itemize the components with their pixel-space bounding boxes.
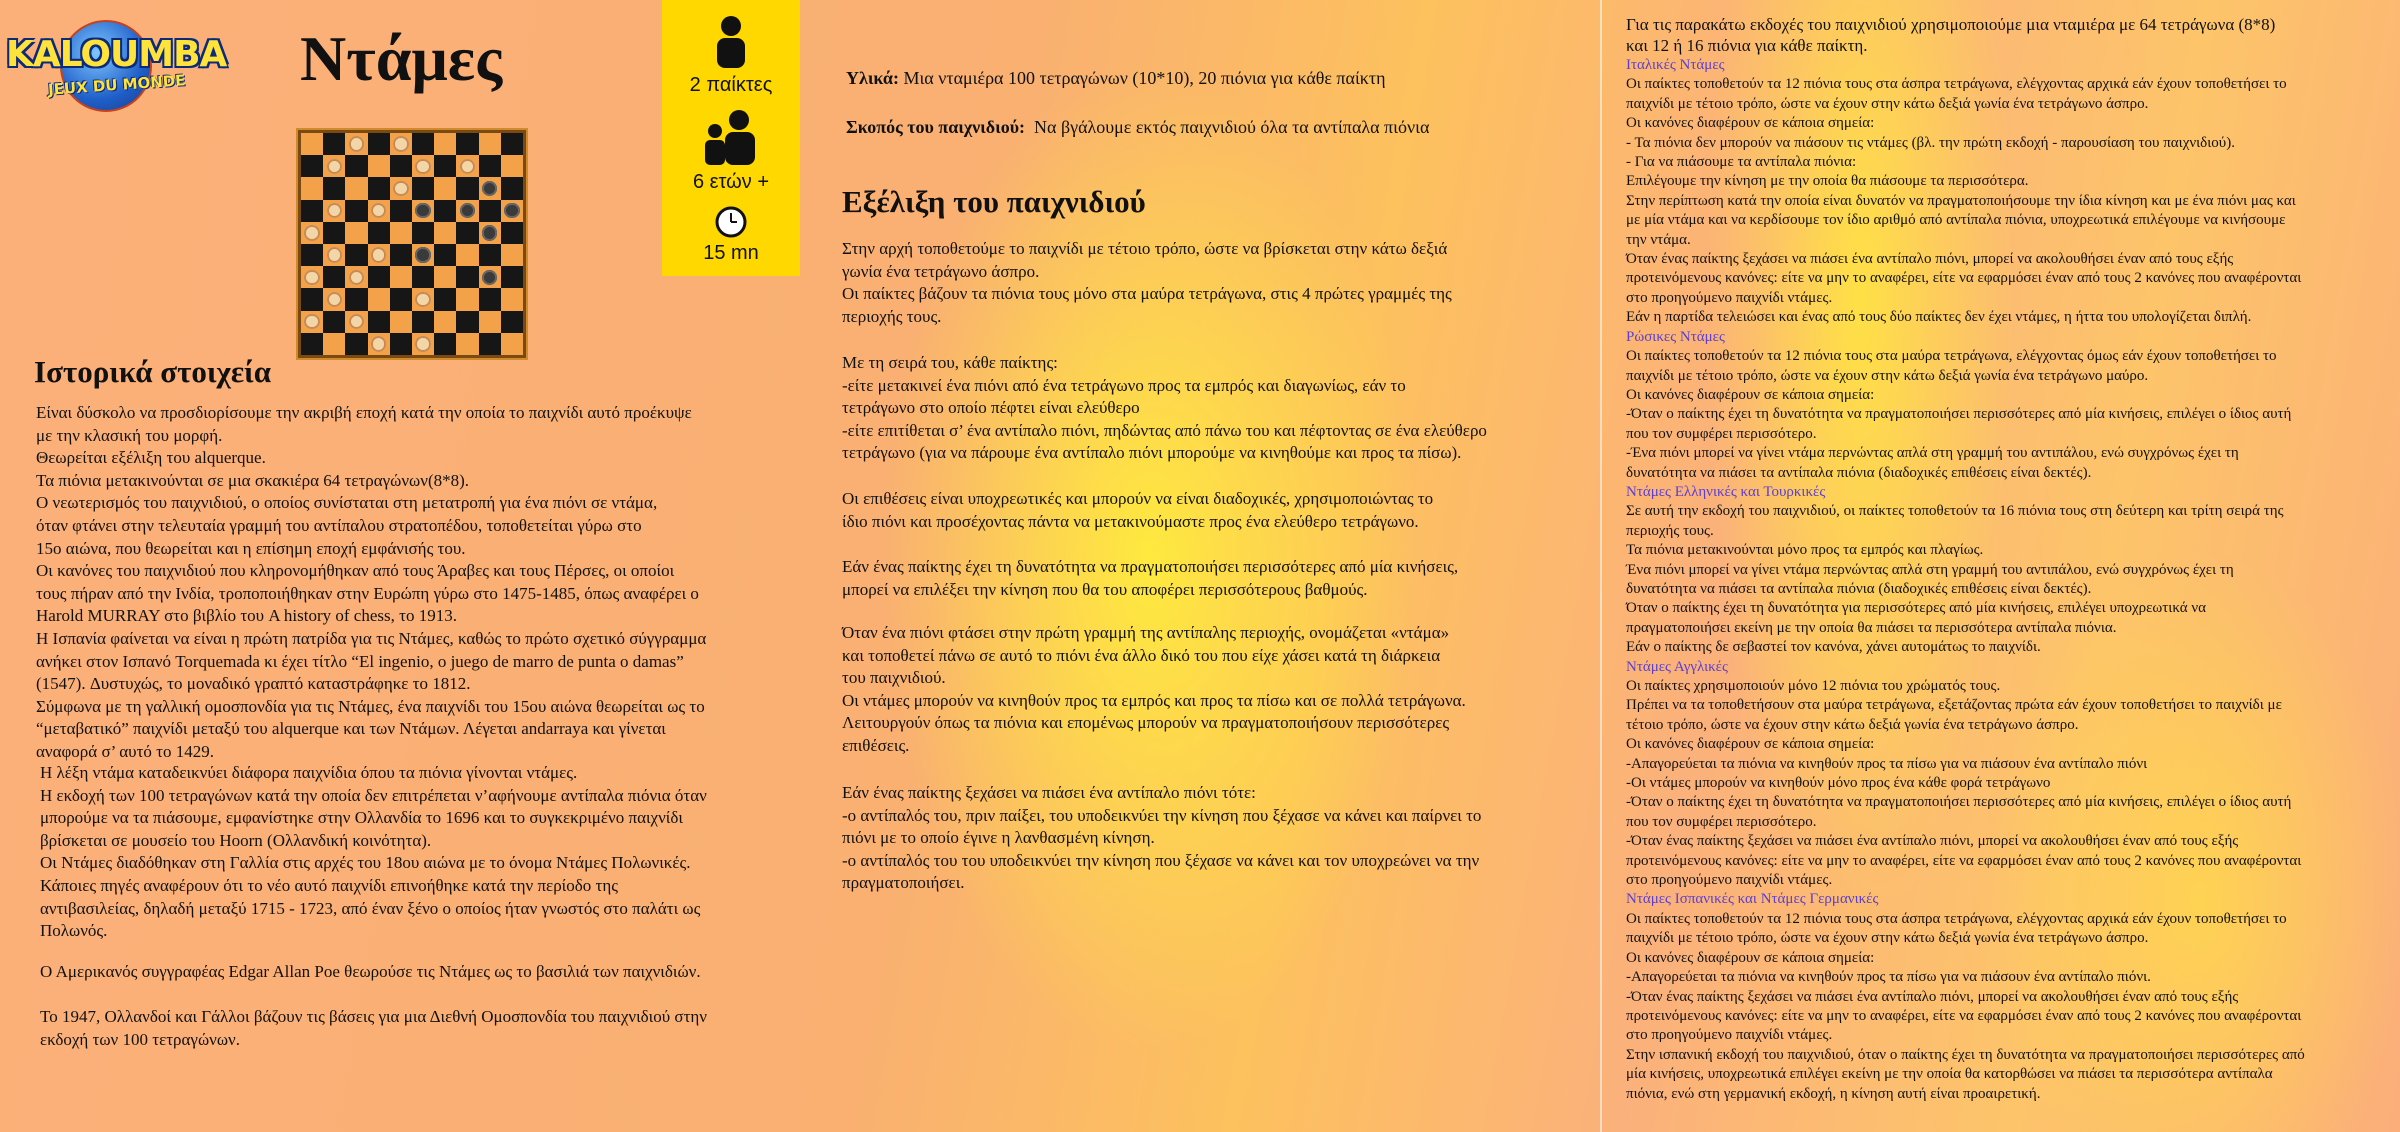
column-divider <box>1600 0 1602 1132</box>
board-square <box>501 333 523 355</box>
board-square <box>390 222 412 244</box>
board-square <box>390 200 412 222</box>
history-paragraph-4: Το 1947, Ολλανδοί και Γάλλοι βάζουν τις βάσεις για μια Διεθνή Ομοσπονδία του παιχνιδιού στην εκδοχή των 100 τετραγώνων. <box>40 1007 707 1049</box>
white-piece <box>304 314 320 330</box>
board-square <box>501 177 523 199</box>
board-square <box>434 311 456 333</box>
board-square <box>501 244 523 266</box>
board-square <box>412 244 434 266</box>
history-paragraph-2: Η λέξη ντάμα καταδεικνύει διάφορα παιχνίδια όπου τα πιόνια γίνονται ντάμες. Η εκδοχή των 100 τετραγώνων κατά την οποία δεν επιτρέπεται ν’αφήνουμε αντίπαλα πιόνια όταν μπορούμε να τα πιάσουμε, εμφανίστηκε στην Ολλανδία το 1696 και το συγκεκριμένο παιχνίδι βρίσκεται σε μουσείο του Hoorn (Ολλανδική κοινότητα). Οι Ντάμες διαδόθηκαν στη Γαλλία στις αρχές του 18ου αιώνα με το όνομα Ντάμες Πολωνικές. Κάποιες πηγές αναφέρουν ότι το νέο αυτό παιχνίδι επινοήθηκε κατά την περίοδο της αντιβασιλείας, δηλαδή μεταξύ 1715 - 1723, από έναν ξένο ο οποίος ήταν γνωστός στο παλάτι ως Πολωνός. <box>40 763 707 941</box>
board-square <box>345 133 367 155</box>
white-piece <box>327 159 343 175</box>
board-square <box>345 333 367 355</box>
board-square <box>434 200 456 222</box>
board-square <box>456 311 478 333</box>
players-count: 2 παίκτες <box>689 74 773 96</box>
board-square <box>434 155 456 177</box>
variant-greek-turkish-text: Σε αυτή την εκδοχή του παιχνιδιού, οι παίκτες τοποθετούν τα 16 πιόνια τους στη δεύτερη και τρίτη σειρά της περιοχής τους. Τα πιόνια μετακινούνται μόνο προς τα εμπρός και πλαγίως. Ένα πιόνι μπορεί να γίνει ντάμα περνώντας απλά στη γραμμή του αντιπάλου, ενώ συγχρόνως έχει τη δυνατότητα να πιάσει τα αντίπαλα πιόνια (διαδοχικές επιθέσεις είναι δεκτές). Όταν ο παίκτης έχει τη δυνατότητα για περισσότερες από μία κινήσεις, επιλέγει υποχρεωτικά να πραγματοποιήσει εκείνη με την οποία θα πιάσει τα περισσότερα αντίπαλα πιόνια. Εάν ο παίκτης δε σεβαστεί τον κανόνα, χάνει αυτομάτως το παιχνίδι. <box>1626 503 2284 656</box>
board-square <box>345 177 367 199</box>
board-square <box>479 200 501 222</box>
board-square <box>301 222 323 244</box>
board-square <box>301 266 323 288</box>
goal-line <box>846 117 1429 138</box>
board-square <box>479 222 501 244</box>
board-square <box>434 133 456 155</box>
board-square <box>301 155 323 177</box>
variants-intro: Για τις παρακάτω εκδοχές του παιχνιδιού χρησιμοποιούμε μια νταμιέρα με 64 τετράγωνα (8*8) και 12 ή 16 πιόνια για κάθε παίκτη. <box>1626 15 2276 55</box>
timer-icon <box>715 206 747 238</box>
materials-line <box>846 68 1386 89</box>
progress-heading: Εξέλιξη του παιχνιδιού <box>842 184 1146 219</box>
board-square <box>434 222 456 244</box>
progress-paragraph-3: Οι επιθέσεις είναι υποχρεωτικές και μπορούν να είναι διαδοχικές, χρησιμοποιώντας το ίδιο πιόνι και προσέχοντας πάντα να μετακινούμαστε προς ένα ελεύθερο τετράγωνο. <box>842 489 1434 531</box>
board-square <box>390 311 412 333</box>
board-square <box>412 155 434 177</box>
board-square <box>323 288 345 310</box>
board-square <box>412 177 434 199</box>
board-square <box>390 266 412 288</box>
variant-russian-text: Οι παίκτες τοποθετούν τα 12 πιόνια τους στα μαύρα τετράγωνα, ελέγχοντας όμως εάν έχουν τοποθετήσει το παιχνίδι με τέτοιο τρόπο, ώστε να έχουν στην κάτω δεξιά γωνία ένα τετράγωνο μαύρο. Οι κανόνες διαφέρουν σε κάποια σημεία: -Όταν ο παίκτης έχει τη δυνατότητα να πραγματοποιήσει περισσότερες από μία κινήσεις, επιλέγει ο ίδιος αυτή που τον συμφέρει περισσότερο. -Ένα πιόνι μπορεί να γίνει ντάμα περνώντας απλά στη γραμμή του αντιπάλου, ενώ συγχρόνως έχει τη δυνατότητα να πιάσει τα αντίπαλα πιόνια (διαδοχικές επιθέσεις είναι δεκτές). <box>1626 348 2292 481</box>
black-piece <box>482 225 498 241</box>
board-square <box>479 333 501 355</box>
game-info-box <box>662 0 800 276</box>
variant-spanish-german-title: Ντάμες Ισπανικές και Ντάμες Γερμανικές <box>1626 891 1879 908</box>
white-piece <box>393 136 409 152</box>
white-piece <box>349 270 365 286</box>
board-square <box>368 311 390 333</box>
black-piece <box>460 203 476 219</box>
checkers-board-image <box>298 130 526 358</box>
board-square <box>501 288 523 310</box>
board-square <box>390 244 412 266</box>
kaloumba-logo <box>4 14 227 110</box>
board-square <box>390 288 412 310</box>
board-square <box>345 244 367 266</box>
board-square <box>501 200 523 222</box>
history-paragraph-3: Ο Αμερικανός συγγραφέας Edgar Allan Poe θεωρούσε τις Ντάμες ως το βασιλιά των παιχνιδιών. <box>40 962 701 981</box>
board-square <box>301 244 323 266</box>
white-piece <box>371 203 387 219</box>
board-square <box>345 311 367 333</box>
white-piece <box>393 181 409 197</box>
materials-text: Μια νταμιέρα 100 τετραγώνων (10*10), 20 πιόνια για κάθε παίκτη <box>903 68 1386 88</box>
board-square <box>479 133 501 155</box>
white-piece <box>327 247 343 263</box>
board-square <box>301 311 323 333</box>
board-square <box>479 177 501 199</box>
board-square <box>390 177 412 199</box>
board-square <box>368 155 390 177</box>
white-piece <box>349 136 365 152</box>
logo-subtitle: JEUX DU MONDE <box>47 71 187 99</box>
board-square <box>345 155 367 177</box>
player-icon <box>711 14 751 70</box>
board-square <box>501 133 523 155</box>
board-square <box>412 288 434 310</box>
board-square <box>412 333 434 355</box>
board-square <box>434 266 456 288</box>
board-square <box>501 266 523 288</box>
board-square <box>479 288 501 310</box>
board-square <box>301 333 323 355</box>
board-square <box>501 311 523 333</box>
white-piece <box>327 203 343 219</box>
board-square <box>368 222 390 244</box>
logo-title: KALOUMBA <box>6 34 227 75</box>
variant-italian-title: Ιταλικές Ντάμες <box>1626 57 1725 73</box>
board-square <box>323 333 345 355</box>
age-icon <box>703 109 759 167</box>
board-square <box>368 177 390 199</box>
history-paragraph-1: Είναι δύσκολο να προσδιορίσουμε την ακριβή εποχή κατά την οποία το παιχνίδι αυτό προέκυψε με την κλασική του μορφή. Θεωρείται εξέλιξη του alquerque. Τα πιόνια μετακινούνται σε μια σκακιέρα 64 τετραγώνων(8*8). Ο νεωτερισμός του παιχνιδιού, ο οποίος συνίσταται στη μετατροπή για ένα πιόνι σε ντάμα, όταν φτάνει στην τελευταία γραμμή του αντίπαλου στρατοπέδου, τοποθετείται γύρω στο 15ο αιώνα, που θεωρείται και η επίσημη εποχή εμφάνισής του. Οι κανόνες του παιχνιδιού που κληρονομήθηκαν από τους Άραβες και τους Πέρσες, οι οποίοι τους πήραν από την Ινδία, τροποποιήθηκαν στην Ευρώπη γύρω στο 1475-1485, όπως αναφέρει ο Harold MURRAY στο βιβλίο του A history of chess, το 1913. Η Ισπανία φαίνεται να είναι η πρώτη πατρίδα για τις Ντάμες, καθώς το πρώτο σχετικό σύγγραμμα ανήκει στον Ισπανό Torquemada κι έχει τίτλο “El ingenio, o juego de marro de punta o damas” (1547). Δυστυχώς, το μοναδικό γραπτό καταστράφηκε το 1812. Σύμφωνα με τη γαλλική ομοσπονδία για τις Ντάμες, ένα παιχνίδι του 15ου αιώνα θεωρείται ως το “μεταβατικό” παιχνίδι μεταξύ του alquerque και των Ντάμων. Λέγεται andarraya και γίνεται αναφορά σ’ αυτό το 1429. <box>36 403 707 761</box>
board-square <box>479 311 501 333</box>
board-square <box>412 222 434 244</box>
black-piece <box>415 247 431 263</box>
board-square <box>456 177 478 199</box>
board-square <box>323 177 345 199</box>
board-square <box>456 222 478 244</box>
game-duration: 15 mn <box>703 242 759 264</box>
board-square <box>456 288 478 310</box>
variants-column <box>1626 14 2346 1104</box>
white-piece <box>371 247 387 263</box>
board-square <box>456 133 478 155</box>
board-square <box>323 311 345 333</box>
board-square <box>434 244 456 266</box>
progress-paragraph-5: Όταν ένα πιόνι φτάσει στην πρώτη γραμμή της αντίπαλης περιοχής, ονομάζεται «ντάμα» και τοποθετεί πάνω σε αυτό το πιόνι ένα άλλο δικό του που είχε χάσει κατά τη διάρκεια του παιχνιδιού. Οι ντάμες μπορούν να κινηθούν προς τα εμπρός και προς τα πίσω και σε πολλά τετράγωνα. Λειτουργούν όπως τα πιόνια και επομένως μπορούν να πραγματοποιήσουν περισσότερες επιθέσεις. <box>842 623 1466 755</box>
materials-label: Υλικά: <box>846 68 899 88</box>
goal-label: Σκοπός του παιχνιδιού: <box>846 117 1026 137</box>
variant-english-text: Οι παίκτες χρησιμοποιούν μόνο 12 πιόνια του χρώματός τους. Πρέπει να τα τοποθετήσουν στα μαύρα τετράγωνα, εξετάζοντας πρώτα εάν έχουν τοποθετήσει το παιχνίδι με τέτοιο τρόπο, ώστε να έχουν στην κάτω δεξιά γωνία ένα τετράγωνο άσπρο. Οι κανόνες διαφέρουν σε κάποια σημεία: -Απαγορεύεται τα πιόνια να κινηθούν προς τα πίσω για να πιάσουν ένα αντίπαλο πιόνι -Οι ντάμες μπορούν να κινηθούν μόνο προς ένα κάθε φορά τετράγωνο -Όταν ο παίκτης έχει τη δυνατότητα να πραγματοποιήσει περισσότερες από μία κινήσεις, επιλέγει ο ίδιος αυτή που τον συμφέρει περισσότερο. -Όταν ένας παίκτης ξεχάσει να πιάσει ένα αντίπαλο πιόνι, μπορεί να ακολουθήσει έναν από τους εξής προτεινόμενους κανόνες: είτε να μην το αναφέρει, είτε να εφαρμόσει έναν από τους 2 κανόνες που αναφέρονται στο προηγούμενο παιχνίδι ντάμες. <box>1626 678 2302 889</box>
board-square <box>368 244 390 266</box>
board-square <box>301 133 323 155</box>
board-square <box>323 266 345 288</box>
board-square <box>345 266 367 288</box>
board-square <box>368 266 390 288</box>
variant-spanish-german-text: Οι παίκτες τοποθετούν τα 12 πιόνια τους στα άσπρα τετράγωνα, ελέγχοντας αρχικά εάν έχουν τοποθετήσει το παιχνίδι με τέτοιο τρόπο, ώστε να έχουν στην κάτω δεξιά γωνία ένα τετράγωνο άσπρο. Οι κανόνες διαφέρουν σε κάποια σημεία: -Απαγορεύεται τα πιόνια να κινηθούν προς τα πίσω για να πιάσουν ένα αντίπαλο πιόνι. -Όταν ένας παίκτης ξεχάσει να πιάσει ένα αντίπαλο πιόνι, μπορεί να ακολουθήσει έναν από τους εξής προτεινόμενους κανόνες: είτε να μην το αναφέρει, είτε να εφαρμόσει έναν από τους 2 κανόνες που αναφέρονται στο προηγούμενο παιχνίδι ντάμες. Στην ισπανική εκδοχή του παιχνιδιού, όταν ο παίκτης έχει τη δυνατότητα να πραγματοποιήσει περισσότερες από μία κινήσεις, υποχρεωτικά επιλέγει εκείνη με την οποία θα κατορθώσει να πιάσει τα περισσότερα αντίπαλα πιόνια, ενώ στη γερμανική εκδοχή, η κίνηση αυτή είναι προαιρετική. <box>1626 910 2305 1102</box>
board-square <box>479 266 501 288</box>
black-piece <box>504 203 520 219</box>
board-square <box>501 155 523 177</box>
board-square <box>434 333 456 355</box>
board-square <box>456 244 478 266</box>
board-square <box>479 244 501 266</box>
progress-paragraph-1: Στην αρχή τοποθετούμε το παιχνίδι με τέτοιο τρόπο, ώστε να βρίσκεται στην κάτω δεξιά γωνία ένα τετράγωνο άσπρο. Οι παίκτες βάζουν τα πιόνια τους μόνο στα μαύρα τετράγωνα, στις 4 πρώτες γραμμές της περιοχής τους. <box>842 239 1452 326</box>
variant-italian-text: Οι παίκτες τοποθετούν τα 12 πιόνια τους στα άσπρα τετράγωνα, ελέγχοντας αρχικά εάν έχουν τοποθετήσει το παιχνίδι με τέτοιο τρόπο, ώστε να έχουν στην κάτω δεξιά γωνία ένα τετράγωνο άσπρο. Οι κανόνες διαφέρουν σε κάποια σημεία: - Τα πιόνια δεν μπορούν να πιάσουν τις ντάμες (βλ. την πρώτη εκδοχή - παρουσίαση του παιχνιδιού). - Για να πιάσουμε τα αντίπαλα πιόνια: Επιλέγουμε την κίνηση με την οποία θα πιάσουμε τα περισσότερα. Στην περίπτωση κατά την οποία είναι δυνατόν να πραγματοποιήσουμε την ίδια κίνηση και με ένα πιόνι μας και με μία ντάμα και να κερδίσουμε τον ίδιο αριθμό από αντίπαλα πιόνια, υποχρεωτικά επιλέγουμε να κινήσουμε την ντάμα. Όταν ένας παίκτης ξεχάσει να πιάσει ένα αντίπαλο πιόνι, μπορεί να ακολουθήσει έναν από τους εξής προτεινόμενους κανόνες: είτε να μην το αναφέρει, είτε να εφαρμόσει έναν από τους 2 κανόνες που αναφέρονται στο προηγούμενο παιχνίδι ντάμες. Εάν η παρτίδα τελειώσει και ένας από τους δύο παίκτες δεν έχει ντάμες, η ήττα του υπολογίζεται διπλή. <box>1626 76 2302 326</box>
board-square <box>501 222 523 244</box>
board-square <box>301 200 323 222</box>
board-square <box>434 288 456 310</box>
white-piece <box>415 292 431 308</box>
white-piece <box>327 292 343 308</box>
board-square <box>456 155 478 177</box>
board-square <box>345 288 367 310</box>
black-piece <box>415 203 431 219</box>
history-heading: Ιστορικά στοιχεία <box>34 354 272 389</box>
board-square <box>412 311 434 333</box>
white-piece <box>460 159 476 175</box>
board-square <box>456 266 478 288</box>
board-square <box>390 333 412 355</box>
board-square <box>390 133 412 155</box>
board-square <box>368 288 390 310</box>
black-piece <box>482 181 498 197</box>
board-square <box>301 288 323 310</box>
progress-paragraph-4: Εάν ένας παίκτης έχει τη δυνατότητα να πραγματοποιήσει περισσότερες από μία κινήσεις, μπορεί να επιλέξει την κίνηση που θα του αποφέρει περισσότερους βαθμούς. <box>842 557 1459 599</box>
board-square <box>368 333 390 355</box>
board-square <box>479 155 501 177</box>
variant-english-title: Ντάμες Αγγλικές <box>1626 658 1728 675</box>
white-piece <box>304 270 320 286</box>
board-square <box>323 244 345 266</box>
page-title: Ντάμες <box>300 23 503 94</box>
white-piece <box>371 336 387 352</box>
board-square <box>323 200 345 222</box>
board-square <box>345 200 367 222</box>
white-piece <box>349 314 365 330</box>
board-square <box>412 266 434 288</box>
progress-paragraph-2: Με τη σειρά του, κάθε παίκτης: -είτε μετακινεί ένα πιόνι από ένα τετράγωνο προς τα εμπρός και διαγωνίως, εάν το τετράγωνο στο οποίο πέφτει είναι ελεύθερο -είτε επιτίθεται σ’ ένα αντίπαλο πιόνι, πηδώντας από πάνω του και πέφτοντας σε ένα ελεύθερο τετράγωνο (για να πάρουμε ένα αντίπαλο πιόνι μπορούμε να κινηθούμε και προς τα πίσω). <box>842 353 1487 463</box>
board-square <box>456 333 478 355</box>
board-square <box>368 200 390 222</box>
board-square <box>368 133 390 155</box>
board-square <box>456 200 478 222</box>
board-square <box>323 222 345 244</box>
white-piece <box>415 336 431 352</box>
board-square <box>323 155 345 177</box>
variant-greek-turkish-title: Ντάμες Ελληνικές και Τουρκικές <box>1626 483 1826 500</box>
board-square <box>323 133 345 155</box>
progress-paragraph-6: Εάν ένας παίκτης ξεχάσει να πιάσει ένα αντίπαλο πιόνι τότε: -ο αντίπαλός του, πριν παίξει, του υποδεικνύει την κίνηση που ξέχασε να κάνει και παίρνει το πιόνι με το οποίο έγινε η λανθασμένη κίνηση. -ο αντίπαλός του του υποδεικνύει την κίνηση που ξέχασε να κάνει και τον υποχρεώνει να την πραγματοποιήσει. <box>842 783 1482 893</box>
age-range: 6 ετών + <box>692 171 770 193</box>
board-square <box>390 155 412 177</box>
board-square <box>434 177 456 199</box>
goal-text: Να βγάλουμε εκτός παιχνιδιού όλα τα αντίπαλα πιόνια <box>1034 117 1430 137</box>
black-piece <box>482 270 498 286</box>
board-square <box>412 200 434 222</box>
board-square <box>301 177 323 199</box>
variant-russian-title: Ρώσικες Ντάμες <box>1626 328 1725 345</box>
white-piece <box>415 159 431 175</box>
board-square <box>345 222 367 244</box>
white-piece <box>304 225 320 241</box>
board-square <box>412 133 434 155</box>
